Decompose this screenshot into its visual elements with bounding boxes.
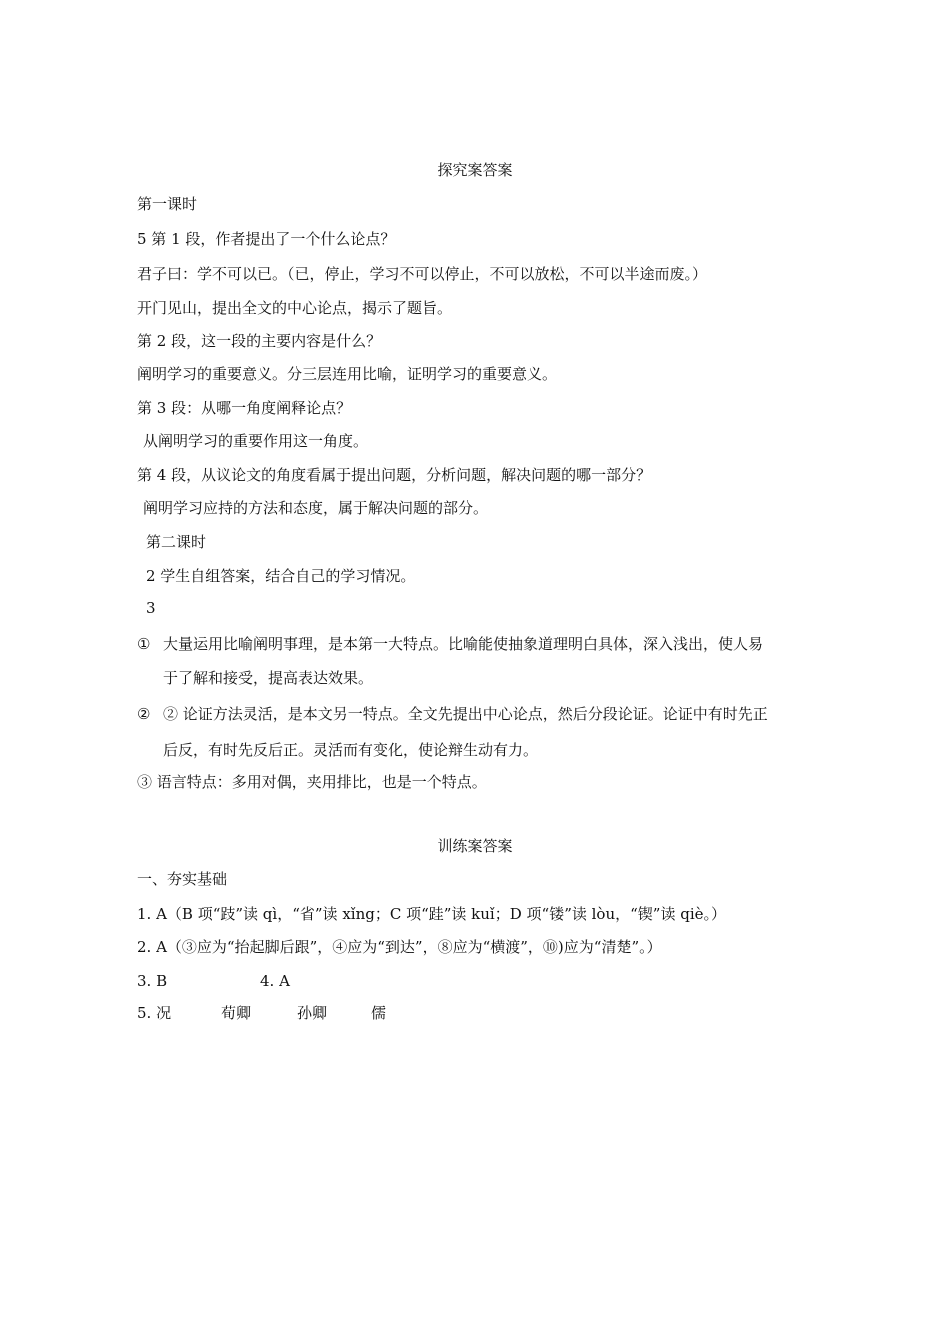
training-answer-1: 1. A（B 项“跂”读 qì，“省”读 xǐng；C 项“跬”读 kuǐ；D 项“镂”读 lòu，“锲”读 qiè。） (137, 905, 727, 923)
question-paragraph-4: 第 4 段，从议论文的角度看属于提出问题，分析问题，解决问题的哪一部分？ (137, 466, 652, 484)
list-item-2-line-2: 后反，有时先反后正。灵活而有变化，使论辩生动有力。 (163, 741, 539, 759)
list-item-1-line-2: 于了解和接受，提高表达效果。 (163, 669, 374, 687)
training-answer-5-word-2: 荀卿 (221, 1004, 252, 1022)
list-item-1-marker: ① (137, 635, 151, 653)
training-answer-5: 5. 况 (137, 1004, 172, 1022)
question-paragraph-3: 第 3 段：从哪一角度阐释论点？ (137, 399, 352, 417)
training-answer-5-word-4: 儒 (371, 1004, 387, 1022)
section-title-training: 训练案答案 (437, 837, 513, 855)
basics-heading: 一、夯实基础 (137, 870, 228, 888)
lesson-one-heading: 第一课时 (137, 195, 198, 213)
answer-paragraph-3: 从阐明学习的重要作用这一角度。 (143, 432, 369, 450)
answer-5-line-1: 君子曰：学不可以已。（已，停止，学习不可以停止，不可以放松，不可以半途而废。） (137, 265, 708, 283)
training-answer-2: 2. A（③应为“抬起脚后跟”，④应为“到达”，⑧应为“横渡”，⑩)应为“清楚”。） (137, 938, 662, 956)
training-answer-4: 4. A (260, 972, 290, 990)
question-paragraph-2: 第 2 段，这一段的主要内容是什么？ (137, 332, 382, 350)
training-answer-3: 3. B (137, 972, 168, 990)
answer-paragraph-2: 阐明学习的重要意义。分三层连用比喻，证明学习的重要意义。 (137, 365, 558, 383)
list-item-1-line-1: 大量运用比喻阐明事理，是本第一大特点。比喻能使抽象道理明白具体，深入浅出，使人易 (163, 635, 764, 653)
item-3: 3 (146, 599, 156, 617)
list-item-2-line-1: ② 论证方法灵活，是本文另一特点。全文先提出中心论点，然后分段论证。论证中有时先正 (163, 705, 768, 723)
question-5: 5 第 1 段，作者提出了一个什么论点？ (137, 230, 396, 248)
list-item-3: ③ 语言特点：多用对偶，夹用排比，也是一个特点。 (137, 773, 487, 791)
list-item-2-marker: ② (137, 705, 151, 723)
lesson-two-heading: 第二课时 (146, 533, 207, 551)
answer-5-line-2: 开门见山，提出全文的中心论点，揭示了题旨。 (137, 299, 453, 317)
training-answer-5-word-3: 孙卿 (297, 1004, 328, 1022)
section-title-inquiry: 探究案答案 (437, 161, 513, 179)
answer-paragraph-4: 阐明学习应持的方法和态度，属于解决问题的部分。 (143, 499, 489, 517)
item-2: 2 学生自组答案，结合自己的学习情况。 (146, 567, 416, 585)
